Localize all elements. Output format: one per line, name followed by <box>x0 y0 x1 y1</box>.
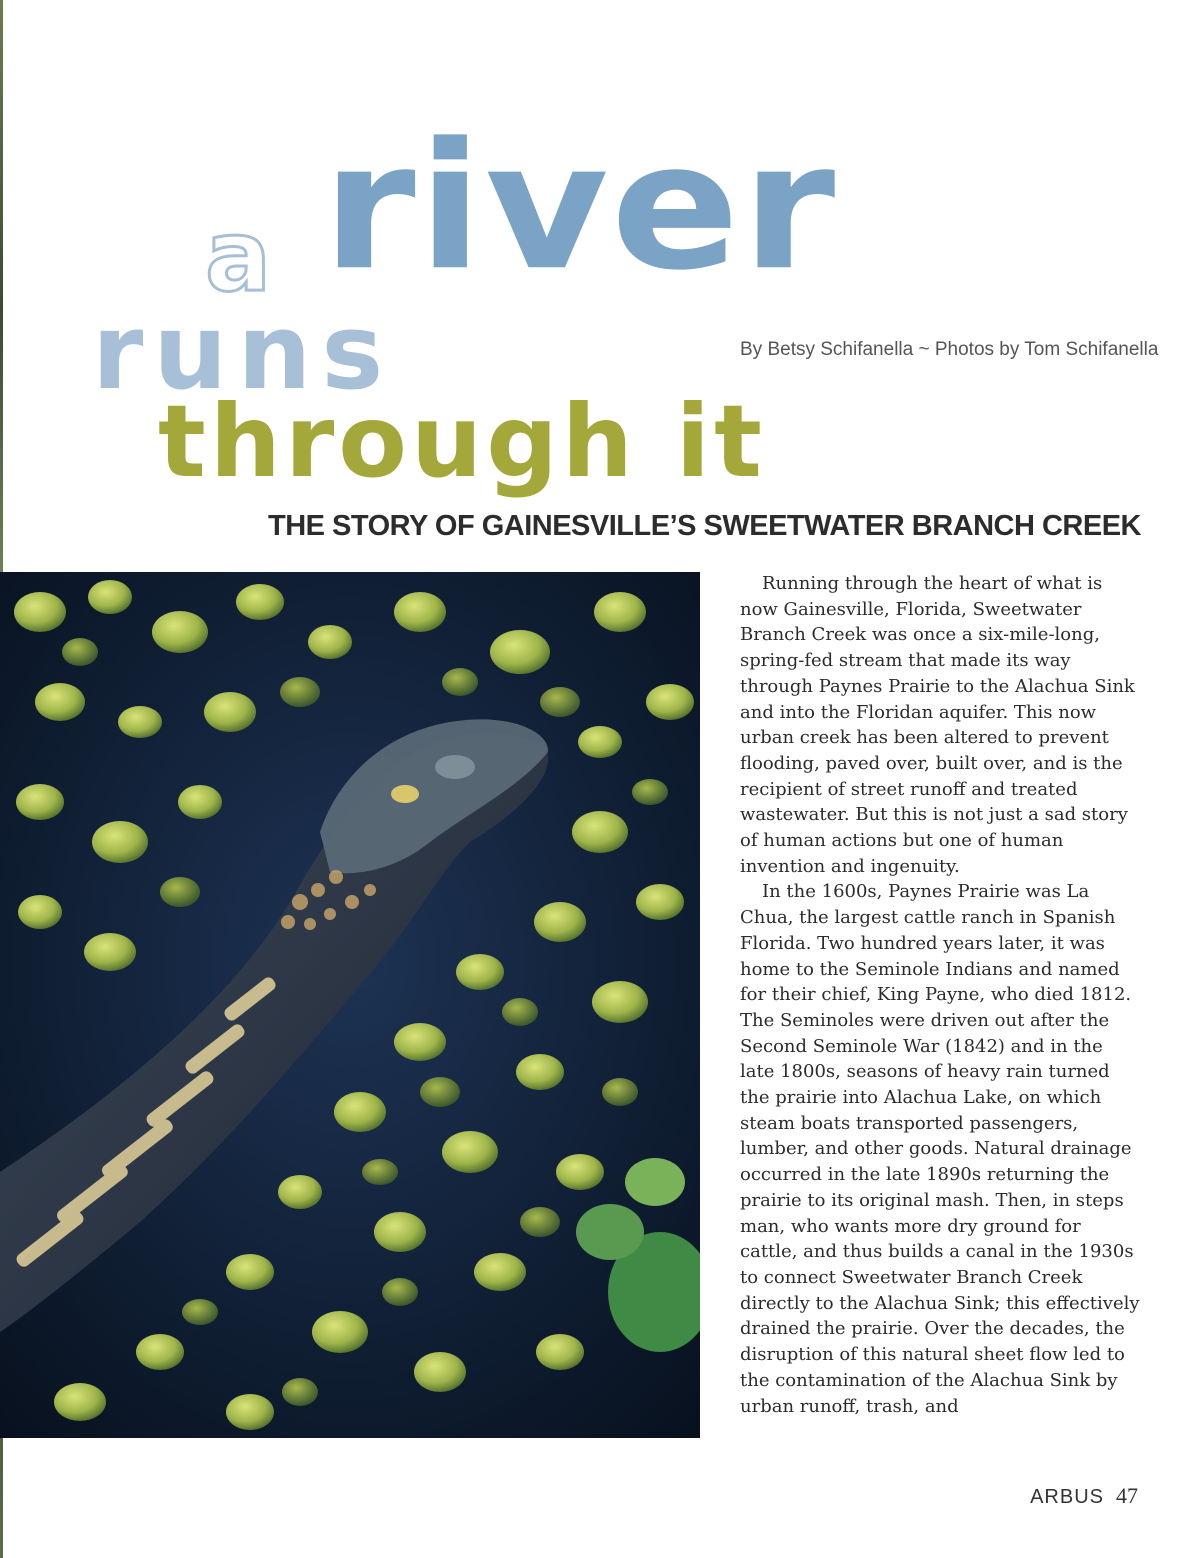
page-number: 47 <box>1116 1483 1138 1508</box>
title-word-a: a <box>205 200 276 314</box>
page-footer <box>1030 1483 1138 1509</box>
body-paragraph: In the 1600s, Paynes Prairie was La Chua, the largest cattle ranch in Spanish Florida. Two hundred years later, it was home to the Seminole Indians and named for their chief, King Payne, who died 1812. The Seminoles were driven out after the Second Seminole War (1842) and in the late 1800s, seasons of heavy rain turned the prairie into Alachua Lake, on which steam boats transported passengers, lumber, and other goods. Natural drainage occurred in the late 1890s returning the prairie to its original mash. Then, in steps man, who wants more dry ground for cattle, and thus builds a canal in the 1930s to connect Sweetwater Branch Creek directly to the Alachua Sink; this effectively drained the prairie. Over the decades, the disruption of this natural sheet flow led to the contamination of the Alachua Sink by urban runoff, trash, and <box>740 881 1140 1417</box>
title-word-through-it: through it <box>158 383 766 500</box>
article-body <box>740 571 1140 1419</box>
magazine-name: ARBUS <box>1030 1486 1104 1508</box>
byline: By Betsy Schifanella ~ Photos by Tom Schifanella <box>740 339 1159 360</box>
title-word-runs: runs <box>92 291 394 413</box>
alligator-photo-illustration <box>0 572 700 1438</box>
article-subtitle: THE STORY OF GAINESVILLE’S SWEETWATER BRANCH CREEK <box>268 510 1141 542</box>
body-paragraph: Running through the heart of what is now Gainesville, Florida, Sweetwater Branch Creek was once a six-mile-long, spring-fed stream that made its way through Paynes Prairie to the Alachua Sink and into the Floridan aquifer. This now urban creek has been altered to prevent flooding, paved over, built over, and is the recipient of street runoff and treated wastewater. But this is not just a sad story of human actions but one of human invention and ingenuity. <box>740 573 1135 877</box>
title-word-river: river <box>322 105 838 309</box>
alligator-photo <box>0 572 700 1438</box>
